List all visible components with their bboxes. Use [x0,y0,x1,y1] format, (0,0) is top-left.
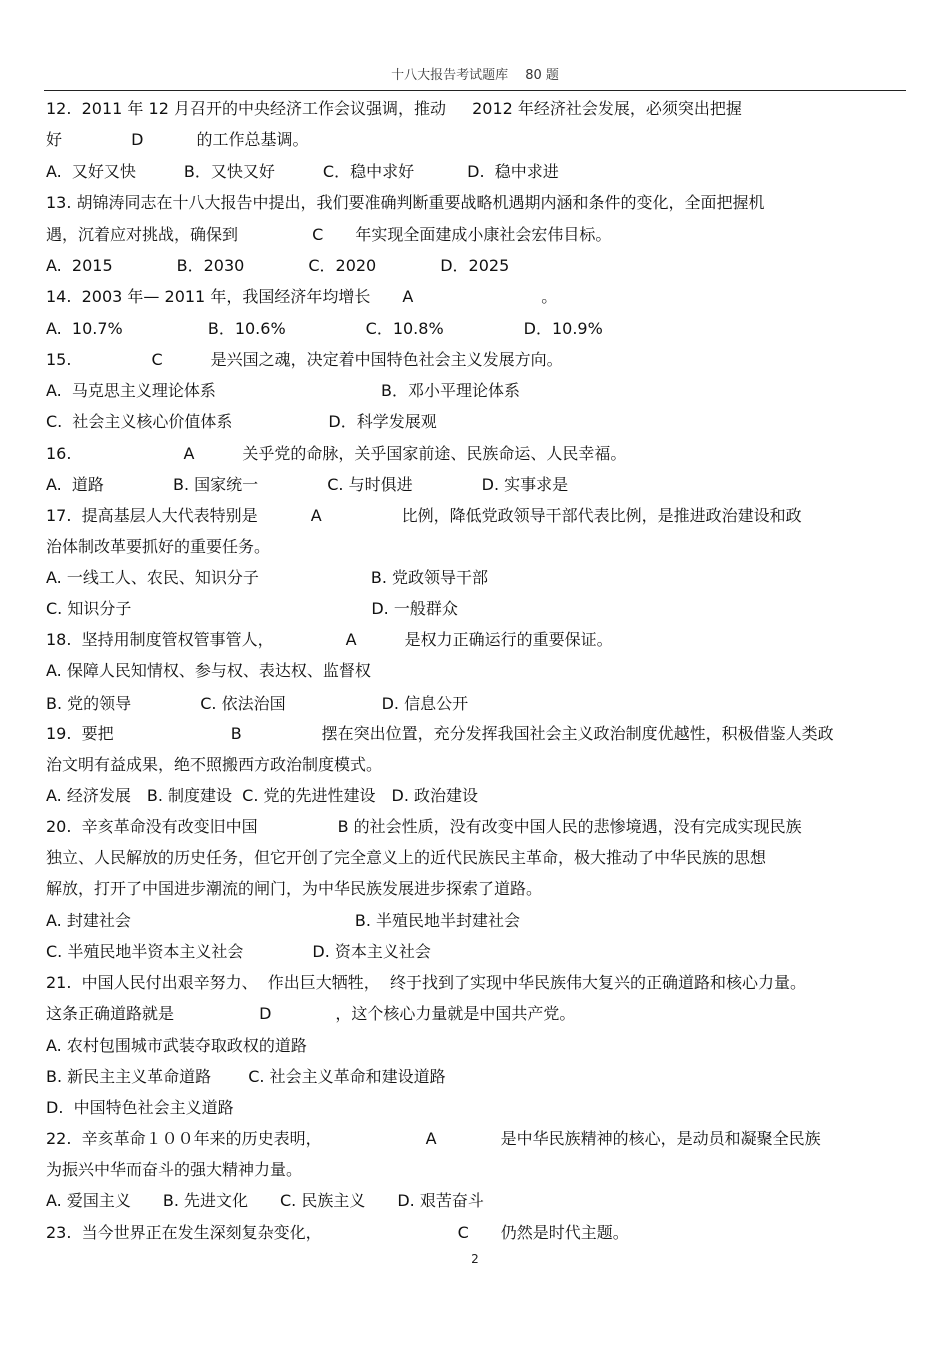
text-line: A. 又好又快 B．又快又好 C．稳中求好 D. 稳中求进 [46,162,559,181]
text-line: 21. 中国人民付出艰辛努力、 作出巨大牺牲， 终于找到了实现中华民族伟大复兴的正确道路和核心力量。 [46,973,806,992]
text-line: 这条正确道路就是 D ，这个核心力量就是中国共产党。 [46,1004,576,1023]
text-line: 18. 坚持用制度管权管事管人， A 是权力正确运行的重要保证。 [46,630,613,649]
text-line: B. 新民主主义革命道路 C. 社会主义革命和建设道路 [46,1067,446,1086]
text-line: 13. 胡锦涛同志在十八大报告中提出，我们要准确判断重要战略机遇期内涵和条件的变化，全面把握机 [46,193,765,212]
text-line: 16. A 关乎党的命脉，关乎国家前途、民族命运、人民幸福。 [46,444,627,463]
text-line: A. 10.7% B．10.6% C．10.8% D．10.9% [46,319,603,338]
text-line: A. 封建社会 B. 半殖民地半封建社会 [46,911,520,930]
text-line: A. 保障人民知情权、参与权、表达权、监督权 [46,661,371,680]
text-line: A. 爱国主义 B. 先进文化 C. 民族主义 D. 艰苦奋斗 [46,1191,484,1210]
text-line: 14. 2003 年— 2011 年，我国经济年均增长 A 。 [46,287,558,306]
text-line: 治文明有益成果，绝不照搬西方政治制度模式。 [46,755,383,774]
text-line: D. 中国特色社会主义道路 [46,1098,234,1117]
page-number: 2 [471,1252,479,1266]
text-line: 17. 提高基层人大代表特别是 A 比例，降低党政领导干部代表比例，是推进政治建设和政 [46,506,802,525]
text-line: 为振兴中华而奋斗的强大精神力量。 [46,1160,303,1179]
text-line: 15. C 是兴国之魂，决定着中国特色社会主义发展方向。 [46,350,563,369]
text-line: A. 农村包围城市武装夺取政权的道路 [46,1036,307,1055]
text-line: 22. 辛亥革命１００年来的历史表明， A 是中华民族精神的核心，是动员和凝聚全民族 [46,1129,821,1148]
text-line: 23. 当今世界正在发生深刻复杂变化， C 仍然是时代主题。 [46,1223,629,1242]
text-line: A. 一线工人、农民、知识分子 B. 党政领导干部 [46,568,488,587]
text-line: A. 经济发展 B. 制度建设 C. 党的先进性建设 D. 政治建设 [46,786,478,805]
text-line: B. 党的领导 C. 依法治国 D. 信息公开 [46,694,469,713]
text-line: 19. 要把 B 摆在突出位置，充分发挥我国社会主义政治制度优越性，积极借鉴人类政 [46,724,834,743]
text-line: C. 社会主义核心价值体系 D．科学发展观 [46,412,437,431]
text-line: 解放，打开了中国进步潮流的闸门，为中华民族发展进步探索了道路。 [46,879,543,898]
text-line: 治体制改革要抓好的重要任务。 [46,537,271,556]
page-header [44,66,906,91]
text-line: C. 知识分子 D. 一般群众 [46,599,458,618]
text-line: 好 D 的工作总基调。 [46,130,309,149]
text-line: A. 马克思主义理论体系 B．邓小平理论体系 [46,381,520,400]
text-line: 20. 辛亥革命没有改变旧中国 B 的社会性质，没有改变中国人民的悲惨境遇，没有完成实现民族 [46,817,802,836]
text-line: A. 2015 B．2030 C．2020 D．2025 [46,256,510,275]
text-line: 12. 2011 年 12 月召开的中央经济工作会议强调，推动 2012 年经济社会发展，必须突出把握 [46,99,742,118]
text-line: A. 道路 B. 国家统一 C. 与时俱进 D. 实事求是 [46,475,569,494]
text-line: C. 半殖民地半资本主义社会 D. 资本主义社会 [46,942,431,961]
text-line: 遇，沉着应对挑战，确保到 C 年实现全面建成小康社会宏伟目标。 [46,225,612,244]
text-line: 独立、人民解放的历史任务，但它开创了完全意义上的近代民族民主革命，极大推动了中华民族的思想 [46,848,767,867]
header-title: 十八大报告考试题库 80 题 [391,68,559,83]
